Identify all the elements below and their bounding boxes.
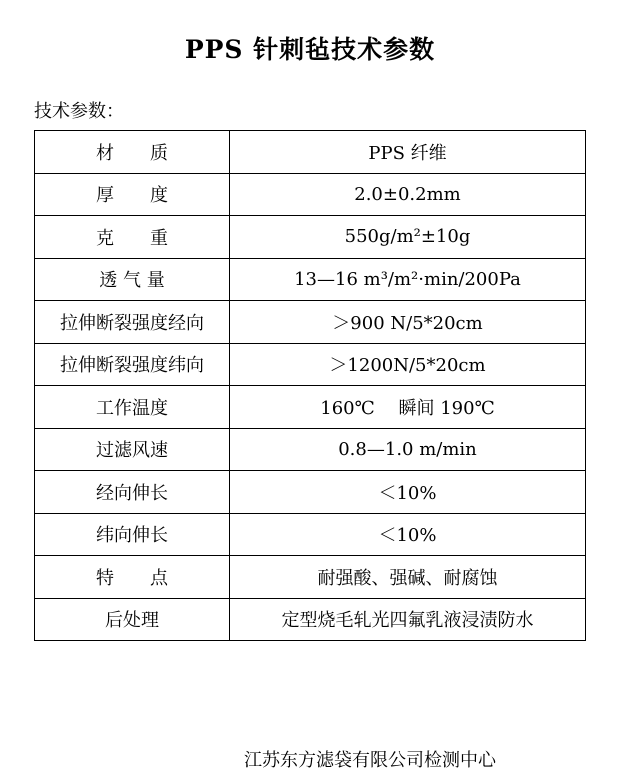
row-label-post-treatment: 后处理 [35,598,230,641]
table-row [35,301,586,344]
row-value-air-permeability: 13—16 m³/m²·min/200Pa [230,258,586,301]
row-label-working-temp: 工作温度 [35,386,230,429]
row-label-weight: 克 重 [35,216,230,259]
row-label-elongation-weft: 纬向伸长 [35,513,230,556]
row-value-tensile-warp: ＞900 N/5*20cm [230,301,586,344]
table-row [35,258,586,301]
table-row [35,428,586,471]
row-label-material: 材 质 [35,131,230,174]
table-row [35,343,586,386]
row-label-filter-velocity: 过滤风速 [35,428,230,471]
row-value-elongation-weft: ＜10% [230,513,586,556]
row-value-weight: 550g/m²±10g [230,216,586,259]
row-value-filter-velocity: 0.8—1.0 m/min [230,428,586,471]
table-row [35,556,586,599]
table-row [35,471,586,514]
row-label-tensile-weft: 拉伸断裂强度纬向 [35,343,230,386]
table-row [35,131,586,174]
row-label-thickness: 厚 度 [35,173,230,216]
row-value-features: 耐强酸、强碱、耐腐蚀 [230,556,586,599]
spec-table [34,130,586,641]
document-title: PPS 针刺毡技术参数 [184,35,436,64]
table-row [35,598,586,641]
row-label-air-permeability: 透 气 量 [35,258,230,301]
table-row [35,513,586,556]
row-label-elongation-warp: 经向伸长 [35,471,230,514]
row-label-features: 特 点 [35,556,230,599]
table-row [35,173,586,216]
row-label-tensile-warp: 拉伸断裂强度经向 [35,301,230,344]
table-row [35,386,586,429]
footer-organization: 江苏东方滤袋有限公司检测中心 [244,750,496,771]
row-value-post-treatment: 定型烧毛轧光四氟乳液浸渍防水 [230,598,586,641]
row-value-working-temp: 160℃ 瞬间 190℃ [230,386,586,429]
table-row [35,216,586,259]
row-value-material: PPS 纤维 [230,131,586,174]
row-value-thickness: 2.0±0.2mm [230,173,586,216]
row-value-elongation-warp: ＜10% [230,471,586,514]
row-value-tensile-weft: ＞1200N/5*20cm [230,343,586,386]
section-label: 技术参数： [34,101,124,122]
